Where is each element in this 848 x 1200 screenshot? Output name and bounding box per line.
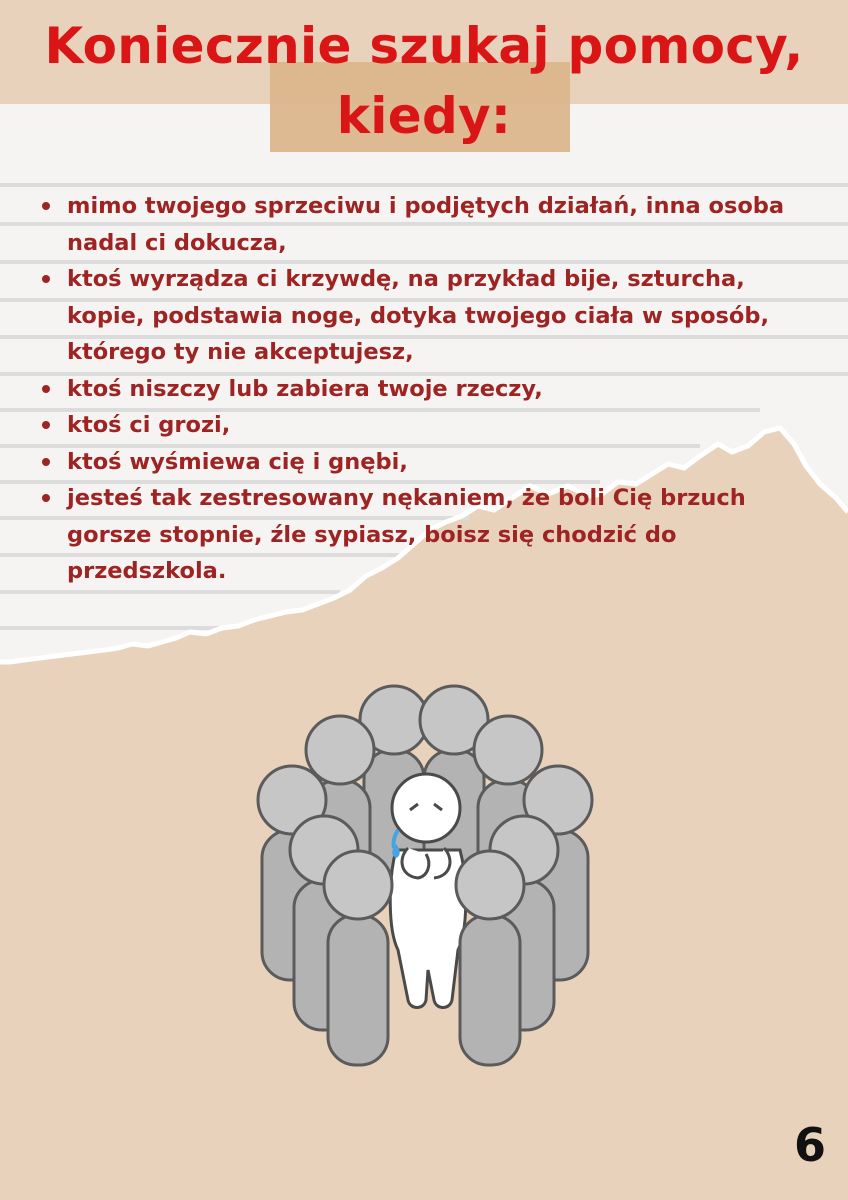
title-line-1: Koniecznie szukaj pomocy, xyxy=(44,17,804,75)
bullet-item xyxy=(42,407,822,444)
bullet-dot-icon xyxy=(42,385,50,393)
bullet-text: ktoś wyśmiewa cię i gnębi, xyxy=(67,448,408,475)
bullet-text: ktoś wyrządza ci krzywdę, na przykład bije, szturcha, kopie, podstawia noge, dotyka twojego ciała w sposób, którego ty nie akceptujesz, xyxy=(67,266,770,365)
crying-child xyxy=(390,774,466,1008)
bullet-dot-icon xyxy=(42,202,50,210)
bullet-dot-icon xyxy=(42,421,50,429)
bullet-dot-icon xyxy=(42,458,50,466)
page-number: 6 xyxy=(793,1118,826,1172)
bullet-text: jesteś tak zestresowany nękaniem, że boli Cię brzuch gorsze stopnie, źle sypiasz, boisz się chodzić do przedszkola. xyxy=(67,485,746,584)
page-title xyxy=(0,14,848,148)
bullet-item xyxy=(42,188,822,261)
bullet-dot-icon xyxy=(42,275,50,283)
bullet-item xyxy=(42,261,822,371)
bullet-text: ktoś niszczy lub zabiera twoje rzeczy, xyxy=(67,375,543,402)
bullet-text: ktoś ci grozi, xyxy=(67,412,231,438)
bullet-item xyxy=(42,371,822,408)
bullet-dot-icon xyxy=(42,494,50,502)
title-line-2: kiedy: xyxy=(336,87,512,145)
crying-child-surrounded-by-crowd-icon xyxy=(248,680,600,1090)
bullet-text: mimo twojego sprzeciwu i podjętych działań, inna osoba nadal ci dokucza, xyxy=(67,193,785,256)
bullet-list xyxy=(42,188,822,590)
bullet-item xyxy=(42,480,822,590)
bullet-item xyxy=(42,444,822,481)
